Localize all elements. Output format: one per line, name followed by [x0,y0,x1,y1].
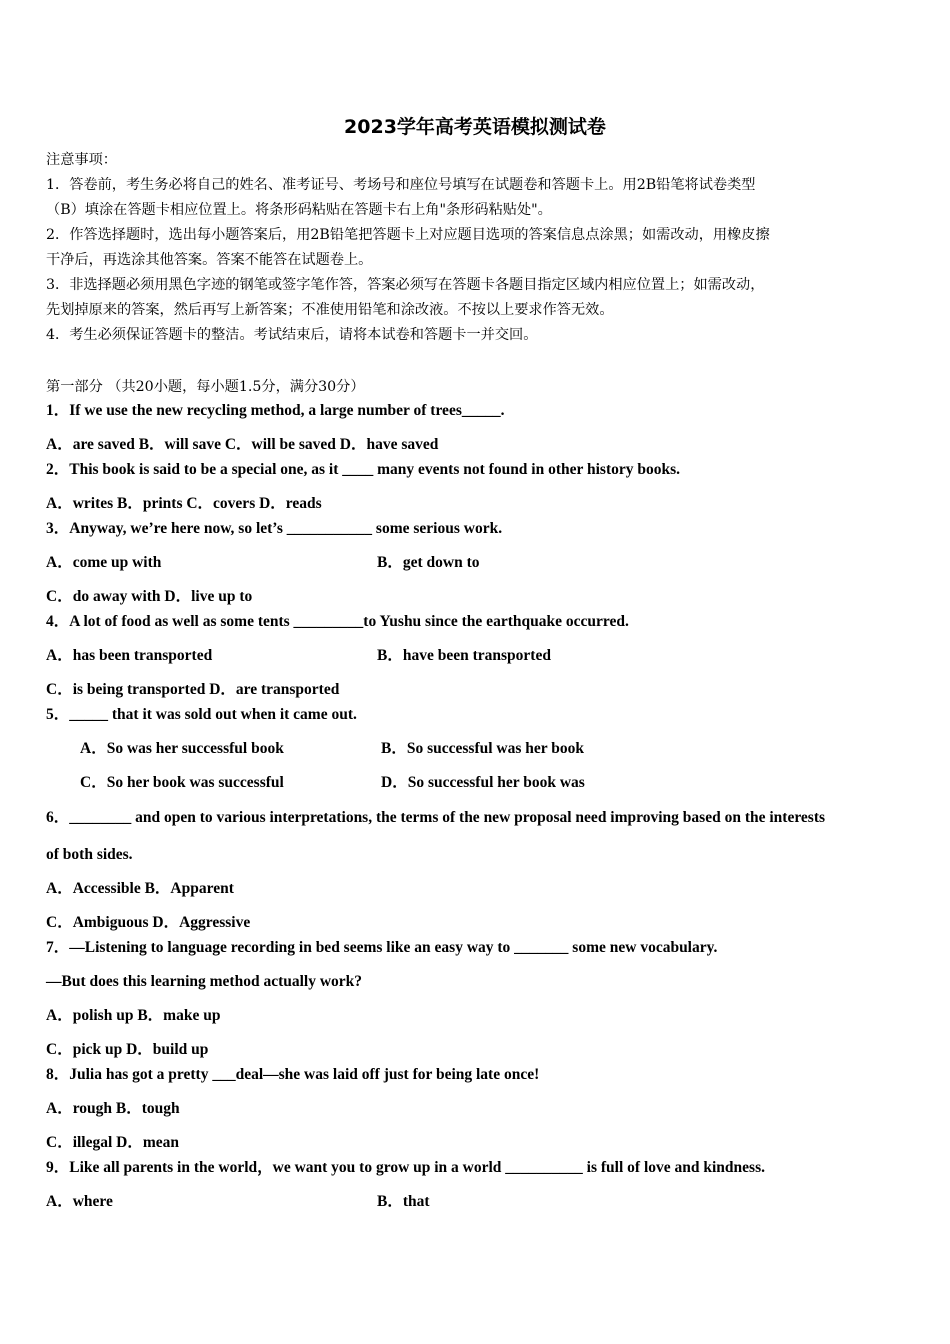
question-1-options: A．are saved B．will save C．will be saved D．have saved [46,436,439,453]
option-a: A．has been transported [46,647,213,664]
question-9: 9．Like all parents in the world，we want you to grow up in a world __________ is full of love and kindness. [46,1159,765,1176]
option-b: B．So successful was her book [381,740,584,757]
question-1: 1．If we use the new recycling method, a large number of trees_____. [46,402,505,419]
question-5: 5．_____ that it was sold out when it came out. [46,706,357,723]
option-b: B．get down to [377,554,480,571]
notice-line: 3．非选择题必须用黑色字迹的钢笔或签字笔作答，答案必须写在答题卡各题目指定区域内相应位置上；如需改动， [46,277,765,293]
question-4: 4．A lot of food as well as some tents _________to Yushu since the earthquake occurred. [46,613,629,630]
options-a-b: A．polish up B．make up [46,1007,221,1024]
options-c-d: C．is being transported D．are transported [46,681,340,698]
option-a: A．come up with [46,554,162,571]
option-a: A．So was her successful book [80,740,284,757]
notice-line: 先划掉原来的答案，然后再写上新答案；不准使用铅笔和涂改液。不按以上要求作答无效。 [46,302,614,318]
page-title: 2023学年高考英语模拟测试卷 [344,116,606,138]
question-2-options: A．writes B．prints C．covers D．reads [46,495,322,512]
section-heading: 第一部分 （共20小题，每小题1.5分，满分30分） [46,379,365,395]
option-b: B．that [377,1193,430,1210]
notice-heading: 注意事项： [46,152,117,168]
question-6-continued: of both sides. [46,846,133,863]
question-8: 8．Julia has got a pretty ___deal—she was laid off just for being late once! [46,1066,540,1083]
options-c-d: C．pick up D．build up [46,1041,209,1058]
options-a-b: A．Accessible B．Apparent [46,880,234,897]
notice-line: 1．答卷前，考生务必将自己的姓名、准考证号、考场号和座位号填写在试题卷和答题卡上。用2B铅笔将试卷类型 [46,177,756,193]
notice-line: 4．考生必须保证答题卡的整洁。考试结束后，请将本试卷和答题卡一并交回。 [46,327,538,343]
option-c: C．So her book was successful [80,774,284,791]
options-c-d: C．Ambiguous D．Aggressive [46,914,251,931]
question-6: 6．________ and open to various interpretations, the terms of the new proposal need improving based on the interests [46,809,826,826]
notice-line: （B）填涂在答题卡相应位置上。将条形码粘贴在答题卡右上角"条形码粘贴处"。 [46,202,552,218]
option-b: B．have been transported [377,647,551,664]
options-c-d: C．illegal D．mean [46,1134,180,1151]
option-a: A．where [46,1193,113,1210]
question-7-reply: —But does this learning method actually work? [46,973,363,990]
question-7: 7．—Listening to language recording in bed seems like an easy way to _______ some new vocabulary. [46,939,718,956]
notice-line: 2．作答选择题时，选出每小题答案后，用2B铅笔把答题卡上对应题目选项的答案信息点涂黑；如需改动，用橡皮擦 [46,227,770,243]
options-a-b: A．rough B．tough [46,1100,180,1117]
notice-line: 干净后，再选涂其他答案。答案不能答在试题卷上。 [46,252,373,268]
options-c-d: C．do away with D．live up to [46,588,253,605]
question-2: 2．This book is said to be a special one, as it ____ many events not found in other history books. [46,461,681,478]
question-3: 3．Anyway, we’re here now, so let’s ___________ some serious work. [46,520,503,537]
option-d: D．So successful her book was [381,774,585,791]
